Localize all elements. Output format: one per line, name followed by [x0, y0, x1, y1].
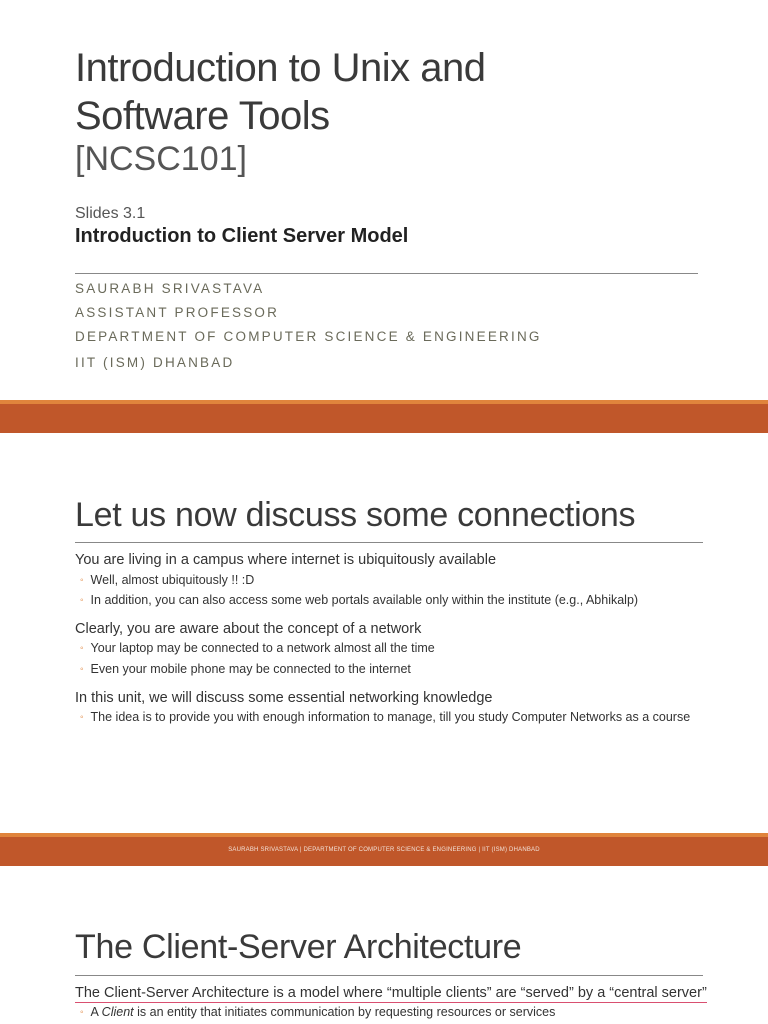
slide2-bullet-1-2: ◦ In addition, you can also access some web portals available only within the institute (e.g., Abhikalp) [80, 593, 639, 607]
bullet-icon: ◦ [80, 1007, 84, 1018]
bullet-icon: ◦ [80, 712, 84, 723]
slide2-item-3: In this unit, we will discuss some essential networking knowledge [75, 690, 493, 706]
band-stripe [0, 400, 768, 404]
bullet-icon: ◦ [80, 575, 84, 586]
slide2-item-2: Clearly, you are aware about the concept of a network [75, 621, 422, 637]
slide-footer-band [0, 833, 768, 866]
bullet-icon: ◦ [80, 595, 84, 606]
slide2-heading: Let us now discuss some connections [75, 496, 636, 534]
title-line-2: Software Tools [75, 94, 330, 138]
slide3-divider [75, 975, 703, 976]
slide3-paragraph [75, 985, 707, 1001]
title-line-1: Introduction to Unix and [75, 46, 486, 90]
slide3-bullet-1: ◦ A Client is an entity that initiates communication by requesting resources or services [80, 1005, 556, 1019]
author-name: SAURABH SRIVASTAVA [75, 281, 265, 296]
author-institute: IIT (ISM) DHANBAD [75, 355, 235, 370]
slide-bottom-band [0, 400, 768, 433]
slide3-paragraph-text: The Client-Server Architecture is a model where “multiple clients” are “served” by a “central server” [75, 985, 707, 1001]
slide-footer-text: SAURABH SRIVASTAVA | DEPARTMENT OF COMPUTER SCIENCE & ENGINEERING | IIT (ISM) DHANBAD [228, 847, 540, 853]
slide2-divider [75, 542, 703, 543]
slide-subtitle: Introduction to Client Server Model [75, 225, 409, 247]
title-slide [0, 0, 768, 400]
client-term: Client [101, 1005, 134, 1019]
course-code: [NCSC101] [75, 140, 247, 178]
slide2-item-1: You are living in a campus where internet is ubiquitously available [75, 552, 497, 568]
author-designation: ASSISTANT PROFESSOR [75, 305, 280, 320]
presentation-title [75, 44, 485, 140]
bullet-icon: ◦ [80, 664, 84, 675]
bullet-icon: ◦ [80, 643, 84, 654]
slide2-bullet-3-1: ◦ The idea is to provide you with enough information to manage, till you study Computer Networks as a course [80, 710, 691, 724]
band-stripe [0, 833, 768, 837]
slide2-bullet-1-1: ◦ Well, almost ubiquitously !! :D [80, 573, 255, 587]
slide2-bullet-2-2: ◦ Even your mobile phone may be connected to the internet [80, 662, 411, 676]
slides-number: Slides 3.1 [75, 205, 146, 222]
slide3-heading: The Client-Server Architecture [75, 928, 522, 966]
author-department: DEPARTMENT OF COMPUTER SCIENCE & ENGINEERING [75, 329, 542, 344]
slide2-bullet-2-1: ◦ Your laptop may be connected to a network almost all the time [80, 641, 435, 655]
divider [75, 273, 698, 274]
